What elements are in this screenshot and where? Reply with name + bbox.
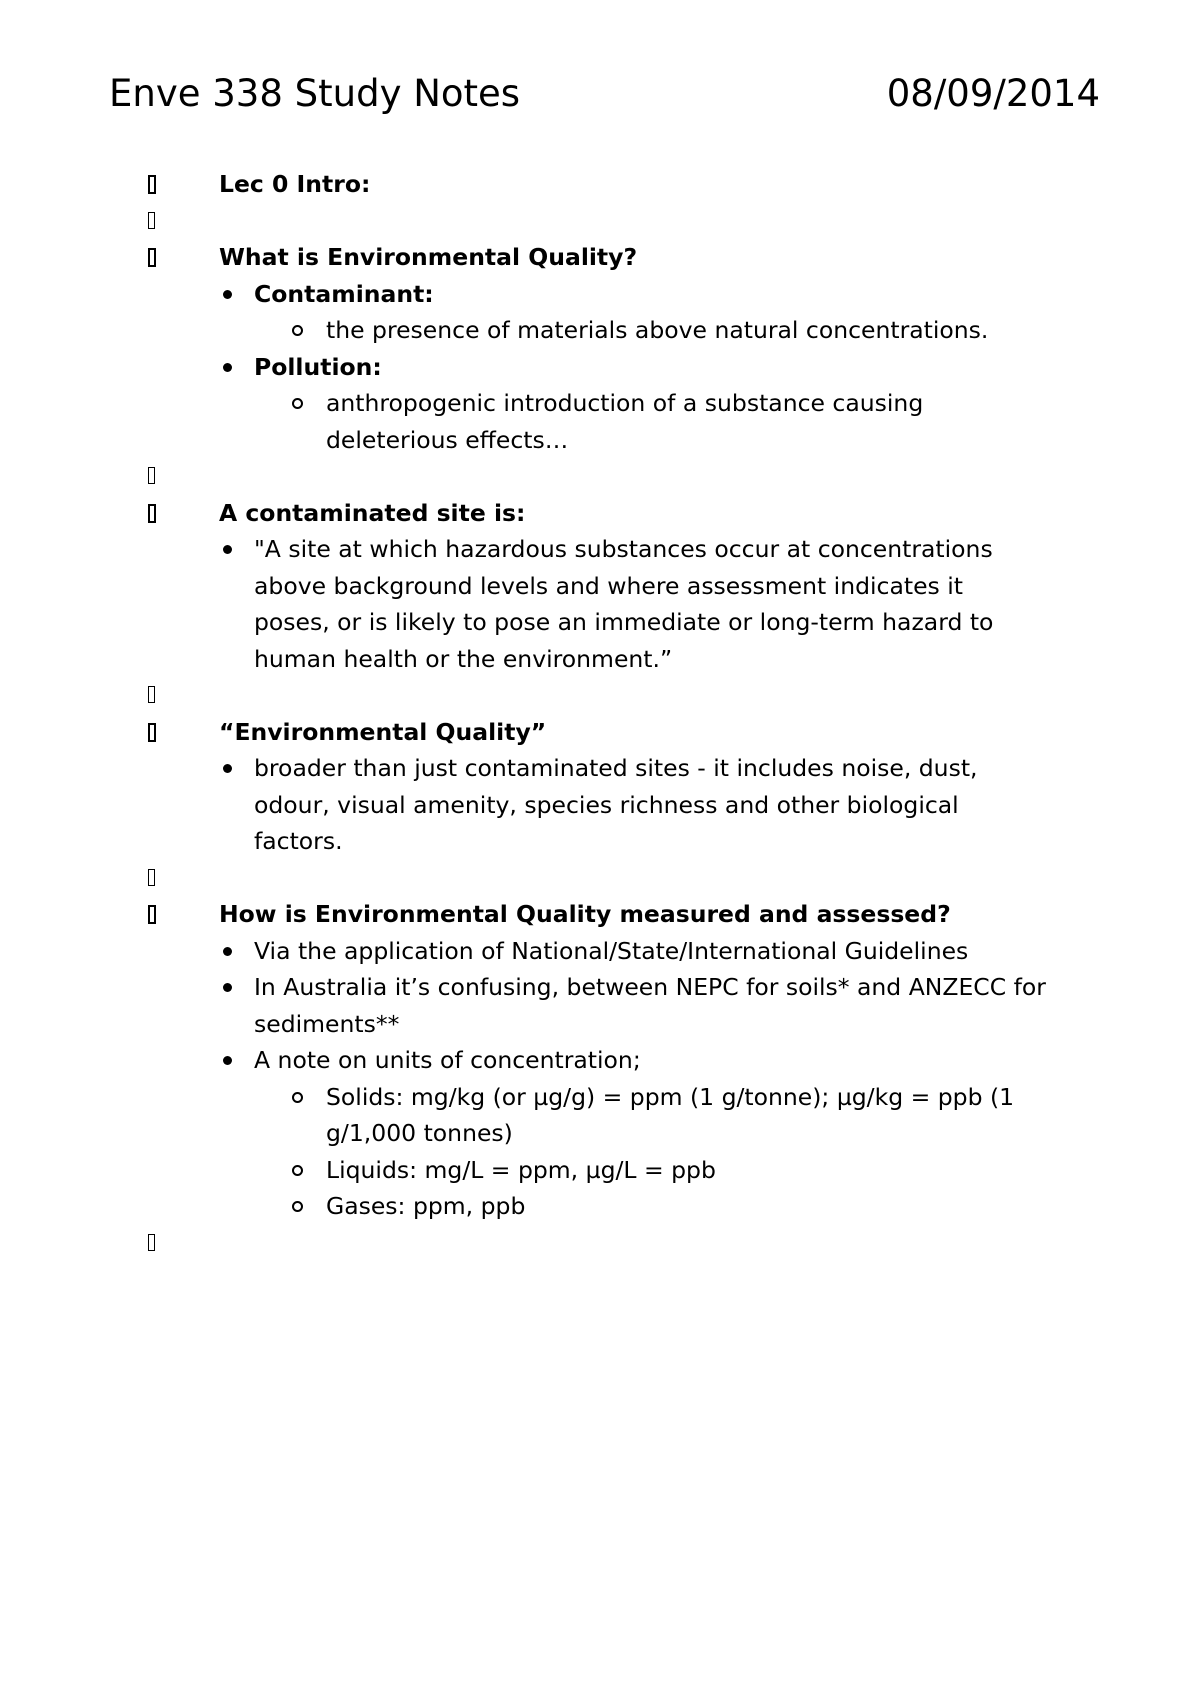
circle-bullet-icon <box>292 325 303 336</box>
missing-glyph-box-icon <box>148 212 155 229</box>
circle-bullet-icon <box>292 1165 303 1176</box>
section-what-is <box>0 239 1200 276</box>
page-header <box>109 68 1100 120</box>
section-env-quality <box>0 714 1200 751</box>
list-item <box>254 276 1054 313</box>
empty-row <box>0 1225 1200 1262</box>
item-label: Pollution: <box>254 352 382 381</box>
section-heading: What is Environmental Quality? <box>219 243 638 271</box>
bullet-icon <box>223 983 232 992</box>
missing-glyph-box-icon <box>148 1234 155 1251</box>
bullet-icon <box>223 764 232 773</box>
list-item <box>254 750 1044 860</box>
empty-row <box>0 203 1200 240</box>
list-item <box>326 1188 1056 1225</box>
item-label: Contaminant: <box>254 279 434 308</box>
missing-glyph-box-icon <box>148 504 156 523</box>
list-item <box>326 312 1056 349</box>
list-item <box>326 1079 1046 1152</box>
circle-bullet-icon <box>292 398 303 409</box>
bullet-icon <box>223 1056 232 1065</box>
item-text: In Australia it’s confusing, between NEPC for soils* and ANZECC for sediments** <box>254 973 1046 1038</box>
missing-glyph-box-icon <box>148 467 155 484</box>
item-text: Gases: ppm, ppb <box>326 1192 526 1220</box>
list-item <box>254 1042 1054 1079</box>
section-measured <box>0 896 1200 933</box>
missing-glyph-box-icon <box>148 686 155 703</box>
circle-bullet-icon <box>292 1201 303 1212</box>
section-heading: “Environmental Quality” <box>219 717 547 746</box>
section-lec0 <box>0 166 1200 203</box>
notes-body <box>0 166 1200 1261</box>
item-text: Solids: mg/kg (or µg/g) = ppm (1 g/tonne); µg/kg = ppb (1 g/1,000 tonnes) <box>326 1082 1015 1147</box>
missing-glyph-box-icon <box>148 723 156 742</box>
list-item <box>326 1152 1056 1189</box>
item-text: the presence of materials above natural concentrations. <box>326 316 989 344</box>
list-item <box>254 531 1044 677</box>
missing-glyph-box-icon <box>148 175 156 194</box>
item-text: broader than just contaminated sites - it includes noise, dust, odour, visual amenity, species richness and other biological factors. <box>254 754 978 855</box>
circle-bullet-icon <box>292 1092 303 1103</box>
bullet-icon <box>223 545 232 554</box>
document-title: Enve 338 Study Notes <box>109 72 521 115</box>
section-heading: A contaminated site is: <box>219 498 526 527</box>
list-item <box>254 969 1054 1042</box>
item-text: "A site at which hazardous substances occur at concentrations above background levels and where assessment indicates it poses, or is likely to pose an immediate or long-term hazard to human health or the environment.” <box>254 535 994 673</box>
bullet-icon <box>223 363 232 372</box>
bullet-icon <box>223 947 232 956</box>
bullet-icon <box>223 290 232 299</box>
item-text: A note on units of concentration; <box>254 1046 641 1074</box>
item-text: Via the application of National/State/International Guidelines <box>254 936 969 965</box>
missing-glyph-box-icon <box>148 869 155 886</box>
item-text: anthropogenic introduction of a substance causing deleterious effects… <box>326 389 924 454</box>
missing-glyph-box-icon <box>148 248 156 267</box>
empty-row <box>0 677 1200 714</box>
item-text: Liquids: mg/L = ppm, µg/L = ppb <box>326 1155 716 1184</box>
missing-glyph-box-icon <box>148 905 156 924</box>
empty-row <box>0 458 1200 495</box>
empty-row <box>0 860 1200 897</box>
section-heading: How is Environmental Quality measured and assessed? <box>219 900 951 928</box>
list-item <box>254 349 1054 386</box>
section-contaminated-site <box>0 495 1200 532</box>
section-heading: Lec 0 Intro: <box>219 170 371 198</box>
list-item <box>254 933 1054 970</box>
list-item <box>326 385 966 458</box>
document-date: 08/09/2014 <box>886 72 1100 115</box>
